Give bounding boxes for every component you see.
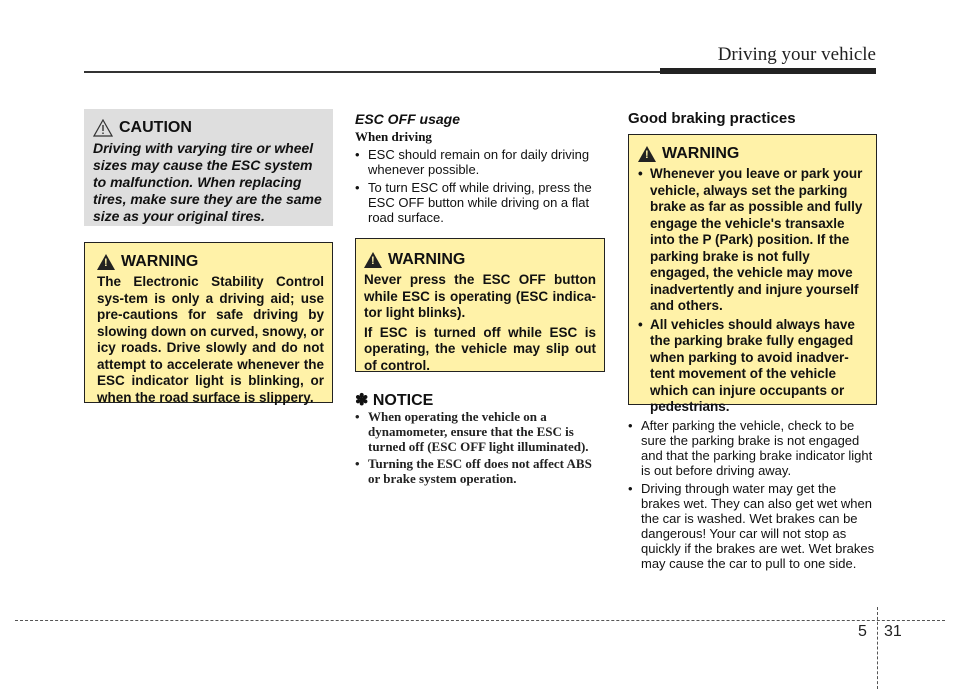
footer-rule [15, 620, 945, 621]
list-item: • Turning the ESC off does not affect ABS or brake system operation. [355, 456, 605, 486]
list-item: • After parking the vehicle, check to be sure the parking brake is not engaged and that the parking brake indicator light is out before driving away. [628, 418, 877, 478]
esc-off-list [355, 147, 605, 228]
list-item: • Driving through water may get the brakes wet. They can also get wet when the car is washed. Wet brakes can be dangerous! Your car will not stop as quickly if the brakes are wet. Wet brakes may cause the car to pull to one side. [628, 481, 877, 571]
list-item: • All vehicles should always have the parking brake fully engaged when parking to avoid inadver-tent movement of the vehicle which can injure occupants or pedestrians. [638, 317, 868, 416]
list-item: • Whenever you leave or park your vehicle, always set the parking brake as far as possible and fully engage the vehicle's transaxle into the P (Park) position. If the parking brake is not fully engaged, the vehicle may move inadvertently and injure yourself and others. [638, 166, 868, 315]
warning-icon [97, 254, 115, 270]
caution-label: CAUTION [119, 119, 192, 136]
warning-label: WARNING [662, 145, 740, 162]
footer-divider [877, 607, 878, 689]
chapter-number: 5 [858, 623, 867, 640]
notice-list [355, 409, 605, 488]
warning-text: The Electronic Stability Control sys-tem is only a driving aid; use pre-cautions for safe driving by slowing down on curved, snowy, or icy roads. Drive slowly and do not attempt to accelerate whenever the ESC indicator light is blinking, or when the road surface is slippery. [97, 274, 325, 405]
warning-icon [638, 146, 656, 162]
warning-label: WARNING [388, 251, 466, 268]
warning-list [638, 166, 868, 416]
esc-off-title: ESC OFF usage [355, 111, 461, 127]
warning-icon [364, 252, 382, 268]
list-item: • ESC should remain on for daily driving whenever possible. [355, 147, 605, 177]
caution-box [84, 109, 333, 226]
caution-text: Driving with varying tire or wheel sizes may cause the ESC system to malfunction. When replacing tires, make sure they are the same size as your original tires. [93, 140, 322, 224]
warning-text: If ESC is turned off while ESC is operating, the vehicle may slip out of control. [364, 324, 596, 373]
list-item: • To turn ESC off while driving, press the ESC OFF button while driving on a flat road surface. [355, 180, 605, 225]
warning-box-parking [628, 134, 877, 414]
warning-text: Never press the ESC OFF button while ESC is operating (ESC indica-tor light blinks). [364, 272, 596, 320]
warning-heading [638, 145, 868, 163]
warning-heading [364, 251, 596, 269]
page-header-title: Driving your vehicle [717, 44, 876, 65]
warning-box-esc-aid [84, 242, 333, 403]
braking-list [628, 418, 877, 574]
header-rule [84, 71, 664, 73]
caution-heading [93, 119, 325, 137]
header-rule-accent [660, 68, 876, 74]
notice-title: ✽ NOTICE [355, 392, 434, 409]
warning-heading [97, 253, 324, 271]
list-item: • When operating the vehicle on a dynamometer, ensure that the ESC is turned off (ESC OFF light illuminated). [355, 409, 605, 454]
caution-icon [93, 119, 113, 137]
warning-box-esc-off [355, 238, 605, 372]
page-number: 31 [884, 623, 902, 640]
warning-label: WARNING [121, 253, 199, 270]
good-braking-title: Good braking practices [628, 110, 796, 127]
esc-off-subtitle: When driving [355, 129, 432, 144]
